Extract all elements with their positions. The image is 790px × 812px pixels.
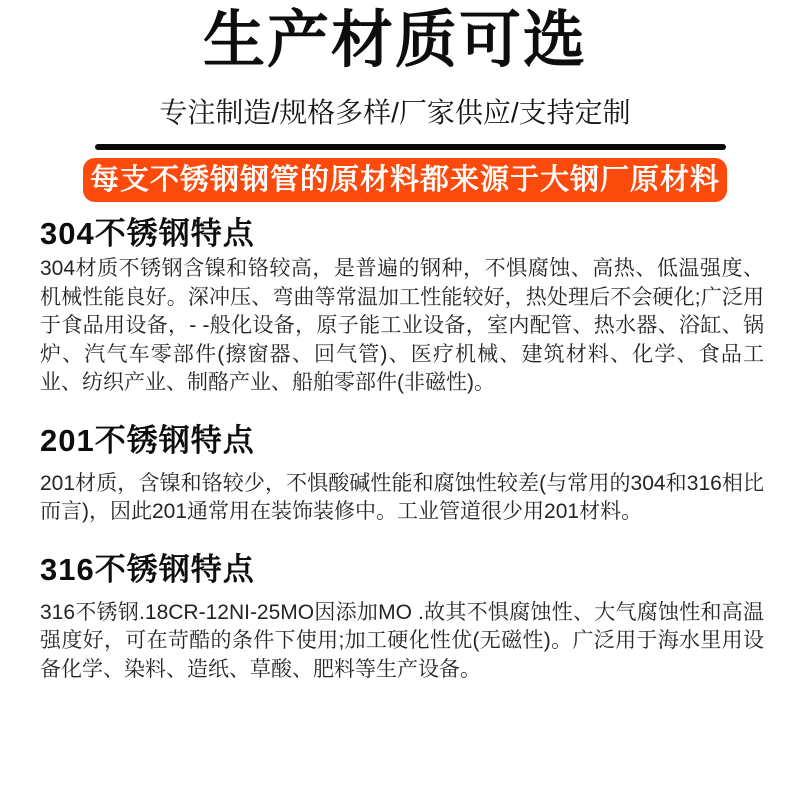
page-title: 生产材质可选: [202, 6, 587, 75]
source-banner: 每支不锈钢钢管的原材料都来源于大钢厂原材料: [83, 158, 727, 202]
sections-container: [0, 217, 790, 684]
section-body-304: 304材质不锈钢含镍和铬较高，是普遍的钢种，不惧腐蚀、高热、低温强度、机械性能良好。深冲压、弯曲等常温加工性能较好，热处理后不会硬化;广泛用于食品用设备，- -般化设备，原子能工业设备，室内配管、热水器、浴缸、锅炉、汽气车零部件(擦窗器、回气管)、医疗机械、建筑材料、化学、食品工业、纺织产业、制酪产业、船舶零部件(非磁性)。: [40, 257, 764, 394]
section-body-201: 201材质，含镍和铬较少，不惧酸碱性能和腐蚀性较差(与常用的304和316相比而言)，因此201通常用在装饰装修中。工业管道很少用201材料。: [40, 471, 764, 523]
section-body-316: 316不锈钢.18CR-12NI-25MO因添加MO .故其不惧腐蚀性、大气腐蚀性和高温强度好，可在苛酷的条件下使用;加工硬化性优(无磁性)。广泛用于海水里用设备化学、染料、造纸、草酸、肥料等生产设备。: [40, 600, 764, 681]
divider-line: [95, 144, 726, 150]
section-316: [40, 553, 764, 685]
section-201: [40, 424, 764, 527]
section-heading-304: 304不锈钢特点: [40, 216, 255, 251]
section-304: [40, 217, 764, 398]
section-heading-316: 316不锈钢特点: [40, 551, 255, 587]
page-subtitle: 专注制造/规格多样/厂家供应/支持定制: [159, 97, 631, 128]
section-heading-201: 201不锈钢特点: [40, 422, 255, 458]
